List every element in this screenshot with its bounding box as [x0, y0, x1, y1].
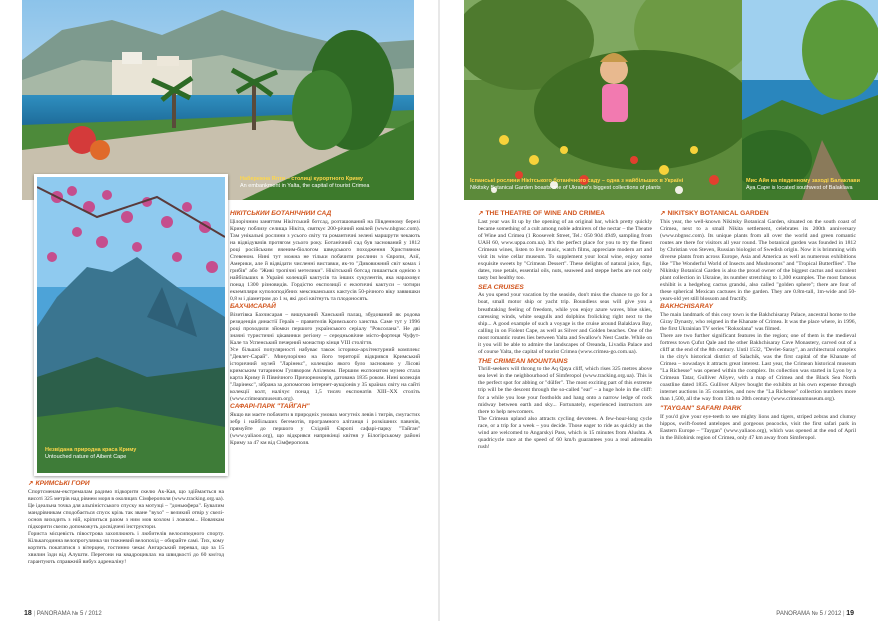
photo-aibent-cape — [34, 174, 228, 476]
paragraph: Спортсменам-екстремалам радимо підкорити скелю Ак-Кая, що здіймається на висоті 325 метрів над рівнем моря в околицях Сімферополя (www.tracking.org.ua). Це ідеальна точка для альпіністського спуску на мотузці – "доньюфера". Бувалим мандрівникам сподобається спуск крізь так зване "вухо" – великий отвір у скелі-основ виходить з ній, кріпиться разом з ним мов козлом і ложком... Новачкам підкорити скелю допоможуть досвідчені інструктори. — [28, 488, 224, 530]
paragraph: Усе більшої популярності набуває також історико-архітектурний комплекс "Девлет-Сарай". Минулорічно на його території відкрився Кримський історичний музей "Ларінекс", колекцію якого було засновано у Лісові кримським татарином Гулявором Алілевом. Першим експонатом музею стала карта Криму й Північного Причорномор'я, датована 1835 роком. Нині колекція "Ларінекс", зібрана за допомогою інтернет-аукціонів у 35 країнах світу на сайті колекції колт, налічує понад 1,5 тисяч експонатів XIII–XX століть (www.crimeanmuseum.org). — [230, 346, 420, 403]
heading-text: NIKITSKY BOTANICAL GARDEN — [667, 210, 769, 217]
paragraph: Thrill-seekers will throng to the Aq Qaya cliff, which rises 325 metres above sea level in the neighbourhood of Simferopol (www.tracking.org.ua). This is the perfect spot for abbing or "dülfer". The most exciting part of this extreme trip will be the descent through the so-called "ear" – a huge hole in the cliff: for a while you lose your footholds and hang onto a narrow ledge of rock midway between earth and sky... Fortunately, experienced instructors are there to help newcomers. — [478, 366, 652, 415]
heading-theatre-of-wine — [478, 210, 652, 219]
photo-yalta-embankment — [22, 0, 414, 200]
yalta-photo-illustration — [22, 0, 414, 200]
left-page-number: 18 — [24, 610, 32, 617]
heading-taygan-safari: "TAYGAN" SAFARI PARK — [660, 405, 742, 413]
right-page-number: 19 — [846, 610, 854, 617]
garden-caption-ua: Іспанські рослини Нікітського ботанічного саду – одна з найбільших в Україні — [470, 178, 684, 184]
left-magazine-issue: PANORAMA № 5 / 2012 — [36, 611, 102, 617]
paragraph: Гориста місцевість півострова захоплюють і любителів велосипедного спорту. Кількагодинна велопрогулянка чи тижневий велопохід – обирайте самі. Тих, кому кортить покататися з вітерцем, гостинно чекає Ангарський перевал, що за 15 хвилин їзди від Алушти. Перегони на квадроциклах на швидкості до 60 км/год гарантують справжній вибух адреналіну! — [28, 530, 224, 565]
cape-caption-ua: Незвідана природна краса Криму — [45, 447, 137, 453]
heading-nikitsky-en — [660, 210, 856, 219]
paragraph: As you spend your vacation by the seaside, don't miss the chance to go for a boat, small motor ship or yacht trip. Boundless seas will give you a breathtaking feeling of freedom, while you enjoy azure waves, blue skies, caressing winds, white seagulls and dolphins frolicking right next to the ship... A good example of such a voyage is the cruise around Balaklava Bay, calling in on Fiolent Cape, as well as Silver and Golden beaches. One of the most romantic routes lies between Yalta and Swallow's Nest Castle. While on it you will be able to admire the landscapes of Oreanda, Livadia Palace and of course Yalta, the capital of tourist Crimea (www.crimea-go.com.ua). — [478, 292, 652, 355]
page-gutter — [438, 0, 440, 621]
yalta-caption-ua: Набережна Ялти – столиці курортного Криму — [240, 176, 363, 182]
left-footer: 18 | PANORAMA № 5 / 2012 — [24, 610, 102, 617]
heading-nikitsky-ua: НІКІТСЬКИЙ БОТАНІЧНИЙ САД — [230, 210, 332, 217]
paragraph: The main landmark of this cosy town is the Bakhchisaray Palace, ancestral home to the Giray Dynasty, who reigned in the Khanate of Crimea. It was the place where, in 1996, the first Ukrainian TV series "Roksolana" was filmed. — [660, 311, 856, 332]
arrow-icon: ↗ — [28, 480, 34, 487]
left-bottom-column-ua — [28, 480, 224, 600]
aya-photo-illustration — [742, 0, 878, 200]
cape-photo-illustration — [37, 177, 225, 473]
paragraph: Якщо ви маєте побачити в природніх умовах могутніх левів і тигрів, смугастих зебр і найбільших бегемотів, програмного алітанця і розкішних павичів, прямуйте до першого у Східній Європі сафарі-парку "Тайган" (www.yaliaoo.org), що відкрився наприкінці квітня у Білогірському районі Криму за 47 км від Сімферополя. — [230, 411, 420, 446]
garden-caption-en: Nikitsky Botanical Garden boasts one of Ukraine's biggest collections of plants — [470, 185, 661, 191]
garden-photo-illustration — [464, 0, 742, 200]
paragraph: Візитівка Бахчисарая – вишуканий Ханський палац, збудований як родова резиденція династії Гераїв – правителів Кримського ханства. Саме тут у 1996 році проходили зйомки першого українського серіалу "Роксолана". Не дві значні туристичні цікавинки регіону – середньовічне місто-фортеця Чуфут-Кале та Успенський печерний монастир кінця VIII століття. — [230, 311, 420, 346]
heading-sea-cruises: SEA CRUISES — [478, 283, 524, 291]
right-column-2 — [660, 210, 856, 600]
heading-safari-ua: САФАРІ-ПАРК "ТАЙГАН" — [230, 403, 310, 411]
paragraph: This year, the well-known Nikitsky Botanical Garden, situated on the south coast of Crimea, next to a small Nikita settlement, celebrates its 200th anniversary (www.nbgnsc.com). Its unique plants from all over the world and green romantic routes are there for visitors all year round. The botanical garden was founded in 1812 by Christian von Steven, Russian biologist of Swedish origin. Now it is brimming with diverse plants from across Europe, Asia and America as well as numerous exhibitions like "The Wonderful World of Insects and Mushrooms" and "Tropical Butterflies". The Nikitsky Botanical Garden is also the proud owner of the biggest cactus and succulent plant collection in Ukraine, its number stretching to 1,300 examples. The most famous exhibit is a hedgehog cactus grandsi, also called "golden sphere"; there are four of these spherical Mexican cactuses in the garden. They are 0.8m-tall, 1m-wide and 50-years-old yet still blossom and fructify. — [660, 218, 856, 303]
paragraph: If you'd give your eye-teeth to see mighty lions and tigers, striped zebras and clumsy hippos, swift-footed antelopes and gorgeous peacocks, visit the first safari park in Eastern Europe – "Taygan" (www.yaliaoo.org), which was opened at the end of April in the Bilohirsk region of Crimea, only 47 km away from Simferopol. — [660, 413, 856, 441]
arrow-icon: ↗ — [660, 210, 666, 217]
photo-girl-garden — [464, 0, 742, 200]
heading-bakhchisaray-ua: БАХЧИСАРАЙ — [230, 303, 276, 311]
paragraph: There are two further significant features in the region; one of them is the medieval fortress town Çufut Qale and the other Bakhchisaray Cave Monastery, carved out of a cliff at the end of the 8th century. Until 1532, "Devlet-Saray", an architectural complex in the city's historical district of Salachik, was the first capital of the Khanate of Crimea – nowadays it attracts great interest. Last year, the Crimean historical museum "La Richesse" was opened within the complex. Its collection was started in Lyon by a Crimean Tatar, Gulliver Aliyev, with a map of Crimea and the Black Sea North coastline dated 1835. Gulliver Aliyev bought the exhibits at his own expense through internet auctions in 35 countries, and now the "La Richesse" collection numbers more than 1,500, all the way from 13th to 20th century (www.crimeanmuseum.org). — [660, 332, 856, 403]
heading-mountains-ua — [28, 480, 224, 489]
aya-caption-ua: Мис Айя на південному заході Балаклави — [746, 178, 861, 184]
right-footer: PANORAMA № 5 / 2012 | 19 — [776, 610, 854, 617]
photo-aya-cape — [742, 0, 878, 200]
heading-text: THE THEATRE OF WINE AND CRIMEA — [485, 210, 605, 217]
ua-block-1 — [230, 210, 420, 447]
paragraph: Last year was lit up by the opening of an original bar, which pretty quickly became something of a cult among noble admirers of the nectar – the Theatre of Wine and Crimea (1 Roosevelt Street, Tel.: 050 904 4949, sampling from UAH 60, www.uppa.com.ua). It's the perfect place for you to try the finest Crimean wines, listen to live music, watch films, appreciate modern art and visit its wine cellar museum. To supplement your local wine, enjoy some exquisite sweets by "Crimean Dessert". These delights of natural juice, figs, dates, rose petals, essential oils, nuts, seaweed and steppe herbs are not only tasty but healthy too. — [478, 218, 652, 281]
paragraph: The Crimean upland also attracts cycling devotees. A few-hour-long cycle race, or a trip for a week – you decide. Those eager to ride as quickly as the wind are welcomed to Angarskyi Pass, which is 15 minutes from Alushta. A quadricycle race at the speed of 60 km/h guarantees you a real adrenalin rush! — [478, 415, 652, 450]
paragraph: Цілорічним заняттям Нікітський ботсад, розташований на Південному березі Криму поблизу селища Нікіта, святкує 200-річний ювілей (www.nbgnsc.com). Там унікальні рослини з усього світу та романтичні зелені маршрути чекають на відвідувачів протягом усього року. Ботанічний сад був заснований у 1812 році російським вченим-біологом шведського походження Християном Стевеном. Нині тут можна не тільки побачити рослини з Європи, Азії, Америки, але й відвідати численні виставки, як-то "Дивовижний світ комах і грибів" або "Живі тропічні метелики". Нікітський ботсад пишається однією з найбільших в Україні колекцій кактусів та інших сукулентів, яка нараховує понад 1300 різновидів. Гордістю експозиції є екзотичні кактуси – чотири екземпляри куполоподібних мексиканських кактусів 50-річного віку заввишки 0,8 м і діаметром до 1 м, які досі квітнуть та плодоносять. — [230, 218, 420, 303]
heading-bakhchisaray-en: BAKHCHISARAY — [660, 303, 713, 311]
aya-caption-en: Aya Cape is located southwest of Balaklava — [746, 185, 853, 191]
cape-caption-en: Untouched nature of Aibent Cape — [45, 454, 127, 460]
right-column-1 — [478, 210, 652, 600]
right-magazine-issue: PANORAMA № 5 / 2012 — [776, 611, 842, 617]
heading-text: КРИМСЬКІ ГОРИ — [35, 480, 90, 487]
yalta-caption-en: An embankment in Yalta, the capital of tourist Crimea — [240, 183, 370, 189]
left-column-ua — [230, 210, 420, 595]
heading-crimean-mountains: THE CRIMEAN MOUNTAINS — [478, 357, 568, 365]
arrow-icon: ↗ — [478, 210, 484, 217]
